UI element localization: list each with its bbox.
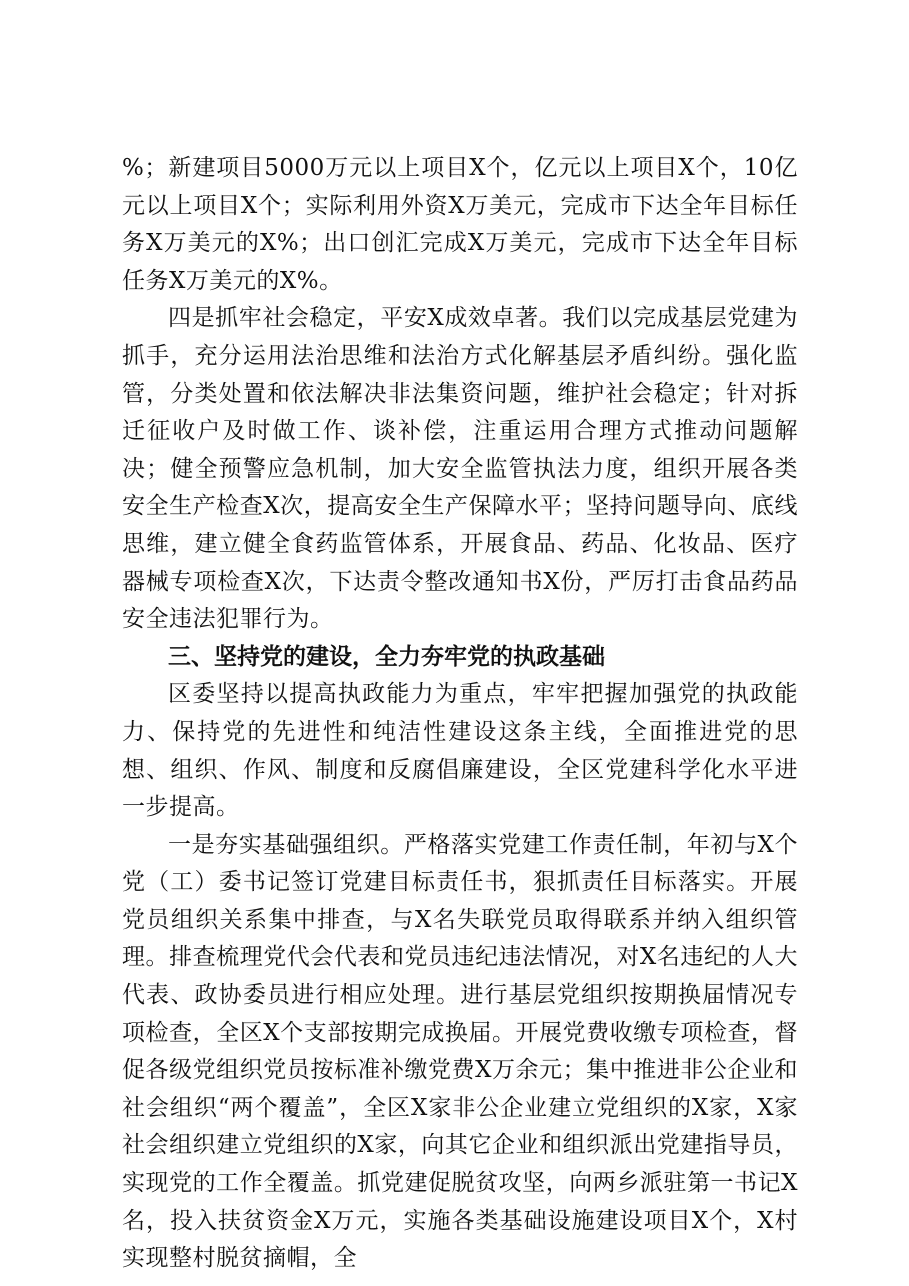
section-heading-party-building: 三、坚持党的建设，全力夯牢党的执政基础 (168, 643, 605, 670)
paragraph-social-stability: 四是抓牢社会稳定，平安X成效卓著。我们以完成基层党建为抓手，充分运用法治思维和法治方式化解基层矛盾纠纷。强化监管，分类处置和依法解决非法集资问题，维护社会稳定；针对拆迁征收户及时做工作、谈补偿，注重运用合理方式推动问题解决；健全预警应急机制，加大安全监管执法力度，组织开展各类安全生产检查X次，提高安全生产保障水平；坚持问题导向、底线思维，建立健全食药监管体系，开展食品、药品、化妆品、医疗器械专项检查X次，下达责令整改通知书X份，严厉打击食品药品安全违法犯罪行为。 (122, 305, 798, 633)
paragraph-party-building-intro: 区委坚持以提高执政能力为重点，牢牢把握加强党的执政能力、保持党的先进性和纯洁性建设这条主线，全面推进党的思想、组织、作风、制度和反腐倡廉建设，全区党建科学化水平进一步提高。 (122, 681, 798, 821)
document-body (122, 150, 798, 1278)
paragraph-strengthen-organization: 一是夯实基础强组织。严格落实党建工作责任制，年初与X个党（工）委书记签订党建目标责任书，狠抓责任目标落实。开展党员组织关系集中排查，与X名失联党员取得联系并纳入组织管理。排查梳理党代会代表和党员违纪违法情况，对X名违纪的人大代表、政协委员进行相应处理。进行基层党组织按期换届情况专项检查，全区X个支部按期完成换届。开展党费收缴专项检查，督促各级党组织党员按标准补缴党费X万余元；集中推进非公企业和社会组织“两个覆盖”，全区X家非公企业建立党组织的X家，X家社会组织建立党组织的X家，向其它企业和组织派出党建指导员，实现党的工作全覆盖。抓党建促脱贫攻坚，向两乡派驻第一书记X名，投入扶贫资金X万元，实施各类基础设施建设项目X个，X村实现整村脱贫摘帽，全 (122, 831, 798, 1272)
paragraph-continued-statistics: %；新建项目5000万元以上项目X个，亿元以上项目X个，10亿元以上项目X个；实际利用外资X万美元，完成市下达全年目标任务X万美元的X%；出口创汇完成X万美元，完成市下达全年目标任务X万美元的X%。 (122, 155, 798, 294)
